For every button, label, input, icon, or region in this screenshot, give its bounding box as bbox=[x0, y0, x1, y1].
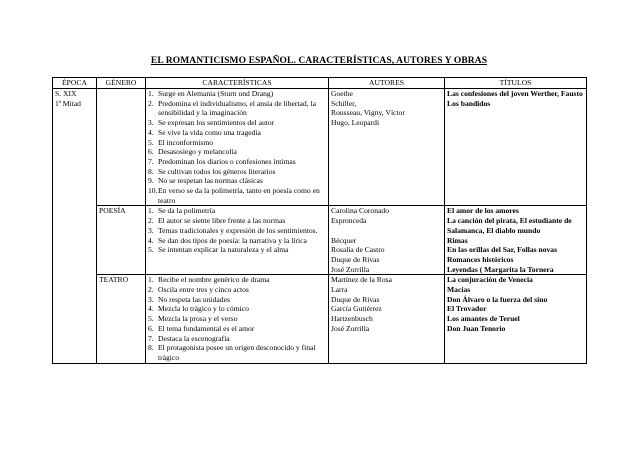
caracteristica-text: No se respetan las normas clásicas bbox=[158, 176, 263, 186]
genero-cell-general bbox=[97, 89, 146, 206]
header-genero: GÉNERO bbox=[97, 78, 146, 89]
header-row bbox=[53, 78, 587, 89]
autor-item: Duque de Rivas bbox=[331, 254, 380, 264]
titulos-list-poesia bbox=[447, 206, 584, 274]
table-row-teatro bbox=[53, 275, 587, 363]
caracteristica-text: Predomina el individualismo, el ansia de libertad, la sensibilidad y la imaginación bbox=[158, 98, 316, 118]
caracteristica-item bbox=[148, 176, 326, 186]
titulo-item: Los bandidos bbox=[447, 98, 491, 108]
autor-item bbox=[331, 226, 442, 236]
titulos-cell-teatro bbox=[445, 275, 587, 363]
titulos-cell-general bbox=[445, 89, 587, 206]
caracteristica-item bbox=[148, 314, 326, 324]
caracteristica-item bbox=[148, 157, 326, 167]
caracteristica-number: 7. bbox=[148, 156, 154, 166]
header-autores: AUTORES bbox=[329, 78, 445, 89]
titulos-cell-poesia bbox=[445, 206, 587, 275]
caracteristica-item bbox=[148, 226, 326, 236]
caracteristica-text: El protagonista posee un origen desconocido y final trágico bbox=[158, 343, 316, 362]
caracteristica-number: 5. bbox=[148, 137, 154, 147]
caracteristicas-list-poesia bbox=[148, 206, 326, 255]
caracteristica-number: 2. bbox=[148, 98, 154, 108]
autor-item: Rousseau, Vigny, Víctor bbox=[331, 108, 405, 118]
titulo-item: Salamanca, El diablo mundo bbox=[447, 225, 541, 235]
titulos-list-teatro bbox=[447, 275, 584, 333]
titulo-item: Macías bbox=[447, 285, 471, 295]
caracteristica-text: Se expresan los sentimientos del autor bbox=[158, 118, 275, 128]
caracteristica-number: 8. bbox=[148, 166, 154, 176]
titulo-item: Las confesiones del joven Werther, Fausto bbox=[447, 89, 583, 98]
caracteristica-text: Se da la polimetría bbox=[158, 206, 216, 216]
caracteristica-item bbox=[148, 128, 326, 138]
caracteristica-number: 3. bbox=[148, 118, 154, 128]
caracteristica-item bbox=[148, 295, 326, 305]
document-title: EL ROMANTICISMO ESPAÑOL. CARACTERÍSTICAS, AUTORES Y OBRAS bbox=[150, 56, 488, 66]
caracteristica-text: El autor se siente libre frente a las normas bbox=[158, 216, 286, 226]
autor-item: Larra bbox=[331, 285, 348, 295]
epoca-line-2: 1ª Mitad bbox=[55, 98, 81, 108]
caracteristica-number: 9. bbox=[148, 176, 154, 186]
autor-item: Carolina Coronado bbox=[331, 206, 389, 216]
caracteristica-item bbox=[148, 304, 326, 314]
header-epoca: ÉPOCA bbox=[53, 78, 97, 89]
titulo-item: Los amantes de Teruel bbox=[447, 314, 520, 324]
caracteristica-number: 2. bbox=[148, 216, 154, 226]
caracteristica-text: Mezcla lo trágico y lo cómico bbox=[158, 304, 249, 314]
caracteristica-text: El inconformismo bbox=[158, 137, 214, 147]
autor-item: Bécquer bbox=[331, 235, 357, 245]
caracteristica-item bbox=[148, 186, 326, 205]
caracteristica-number: 1. bbox=[148, 89, 154, 98]
caracteristica-text: Se cultivan todos los géneros literarios bbox=[158, 166, 276, 176]
caracteristica-number: 4. bbox=[148, 304, 154, 314]
autor-item: Espronceda bbox=[331, 216, 367, 226]
autores-list-general bbox=[331, 89, 442, 128]
header-titulos: TÍTULOS bbox=[445, 78, 587, 89]
epoca-cell bbox=[53, 89, 97, 364]
autores-cell-teatro bbox=[329, 275, 445, 363]
caracteristica-item bbox=[148, 147, 326, 157]
caracteristica-text: Destaca la escenografía bbox=[158, 333, 230, 343]
caracteristicas-list-teatro bbox=[148, 275, 326, 362]
caracteristica-number: 5. bbox=[148, 314, 154, 324]
caracteristica-item bbox=[148, 285, 326, 295]
caracteristica-item bbox=[148, 343, 326, 362]
caracteristica-item bbox=[148, 275, 326, 285]
titulos-list-general bbox=[447, 89, 584, 108]
caracteristica-number: 4. bbox=[148, 235, 154, 245]
caracteristica-item bbox=[148, 236, 326, 246]
genero-cell-teatro: TEATRO bbox=[97, 275, 146, 363]
caracteristica-number: 7. bbox=[148, 333, 154, 343]
caracteristica-text: Se dan dos tipos de poesía: la narrativa y la lírica bbox=[158, 235, 307, 245]
caracteristica-number: 5. bbox=[148, 245, 154, 255]
caracteristica-text: Mezcla la prosa y el verso bbox=[158, 314, 238, 324]
caracteristica-text: En verso se da la polimetría, tanto en poesía como en teatro bbox=[158, 186, 320, 205]
header-caracteristicas: CARACTERÍSTICAS bbox=[146, 78, 329, 89]
caracteristica-item bbox=[148, 138, 326, 148]
titulo-item: Rimas bbox=[447, 235, 468, 245]
autor-item: Martínez de la Rosa bbox=[331, 275, 392, 285]
titulo-item: La canción del pirata, El estudiante de bbox=[447, 216, 572, 226]
caracteristica-number: 6. bbox=[148, 147, 154, 157]
genero-cell-poesia: POESÍA bbox=[97, 206, 146, 275]
autor-item: Goethe bbox=[331, 89, 353, 98]
caracteristica-item bbox=[148, 334, 326, 344]
titulo-item: El Trovador bbox=[447, 304, 487, 314]
caracteristica-number: 2. bbox=[148, 285, 154, 295]
caracteristica-number: 1. bbox=[148, 275, 154, 285]
autores-list-teatro bbox=[331, 275, 442, 333]
caracteristicas-list-general bbox=[148, 89, 326, 205]
caracteristica-text: Recibe el nombre genérico de drama bbox=[158, 275, 270, 285]
caracteristica-item bbox=[148, 118, 326, 128]
caracteristica-text: Surge en Alemania (Sturn und Drang) bbox=[158, 89, 274, 98]
titulo-item: La conjuración de Venecia bbox=[447, 275, 533, 285]
autor-item: García Gutiérrez bbox=[331, 304, 382, 314]
caracteristica-text: Temas tradicionales y expresión de los sentimientos. bbox=[158, 225, 318, 235]
caracteristica-number: 10. bbox=[148, 186, 158, 196]
caracteristicas-cell-teatro bbox=[146, 275, 329, 363]
caracteristica-item bbox=[148, 206, 326, 216]
caracteristica-item bbox=[148, 167, 326, 177]
titulo-item: El amor de los amores bbox=[447, 206, 519, 216]
epoca-line-1: S. XIX bbox=[55, 89, 77, 98]
autor-item: Hartzenbusch bbox=[331, 314, 373, 324]
caracteristica-item bbox=[148, 99, 326, 118]
titulo-item: En las orillas del Sar, Follas novas bbox=[447, 245, 558, 255]
caracteristica-text: Oscila entre tres y cinco actos bbox=[158, 285, 249, 295]
autor-item: Rosalía de Castro bbox=[331, 245, 385, 255]
caracteristica-item bbox=[148, 216, 326, 226]
autor-item: Hugo, Leopardi bbox=[331, 118, 380, 128]
caracteristica-text: Predominan los diarios o confesiones íntimas bbox=[158, 156, 296, 166]
titulo-item: Don Juan Tenorio bbox=[447, 323, 506, 333]
caracteristica-text: Se intentan explicar la naturaleza y el alma bbox=[158, 245, 289, 255]
table-row-poesia bbox=[53, 206, 587, 275]
romanticism-table bbox=[52, 77, 587, 364]
caracteristicas-cell-general bbox=[146, 89, 329, 206]
autores-cell-poesia bbox=[329, 206, 445, 275]
titulo-item: Don Álvaro o la fuerza del sino bbox=[447, 294, 548, 304]
caracteristica-text: Se vive la vida como una tragedia bbox=[158, 127, 261, 137]
caracteristica-number: 3. bbox=[148, 225, 154, 235]
caracteristica-item bbox=[148, 89, 326, 99]
caracteristica-text: Desasosiego y melancolía bbox=[158, 147, 237, 157]
autor-item: José Zorrilla bbox=[331, 323, 370, 333]
caracteristica-text: El tema fundamental es el amor bbox=[158, 323, 255, 333]
titulo-item: Romances históricos bbox=[447, 254, 514, 264]
caracteristica-number: 4. bbox=[148, 127, 154, 137]
caracteristica-item bbox=[148, 324, 326, 334]
autor-item: José Zorrilla bbox=[331, 264, 370, 274]
titulo-item: Leyendas ( Margarita la Tornera bbox=[447, 264, 554, 274]
table-row-general bbox=[53, 89, 587, 206]
autores-list-poesia bbox=[331, 206, 442, 274]
caracteristica-number: 1. bbox=[148, 206, 154, 216]
caracteristica-number: 3. bbox=[148, 294, 154, 304]
autor-item: Duque de Rivas bbox=[331, 294, 380, 304]
caracteristica-number: 6. bbox=[148, 323, 154, 333]
caracteristica-text: No respeta las unidades bbox=[158, 294, 230, 304]
caracteristicas-cell-poesia bbox=[146, 206, 329, 275]
caracteristica-item bbox=[148, 245, 326, 255]
autor-item: Schiller, bbox=[331, 98, 357, 108]
autores-cell-general bbox=[329, 89, 445, 206]
caracteristica-number: 8. bbox=[148, 343, 154, 353]
